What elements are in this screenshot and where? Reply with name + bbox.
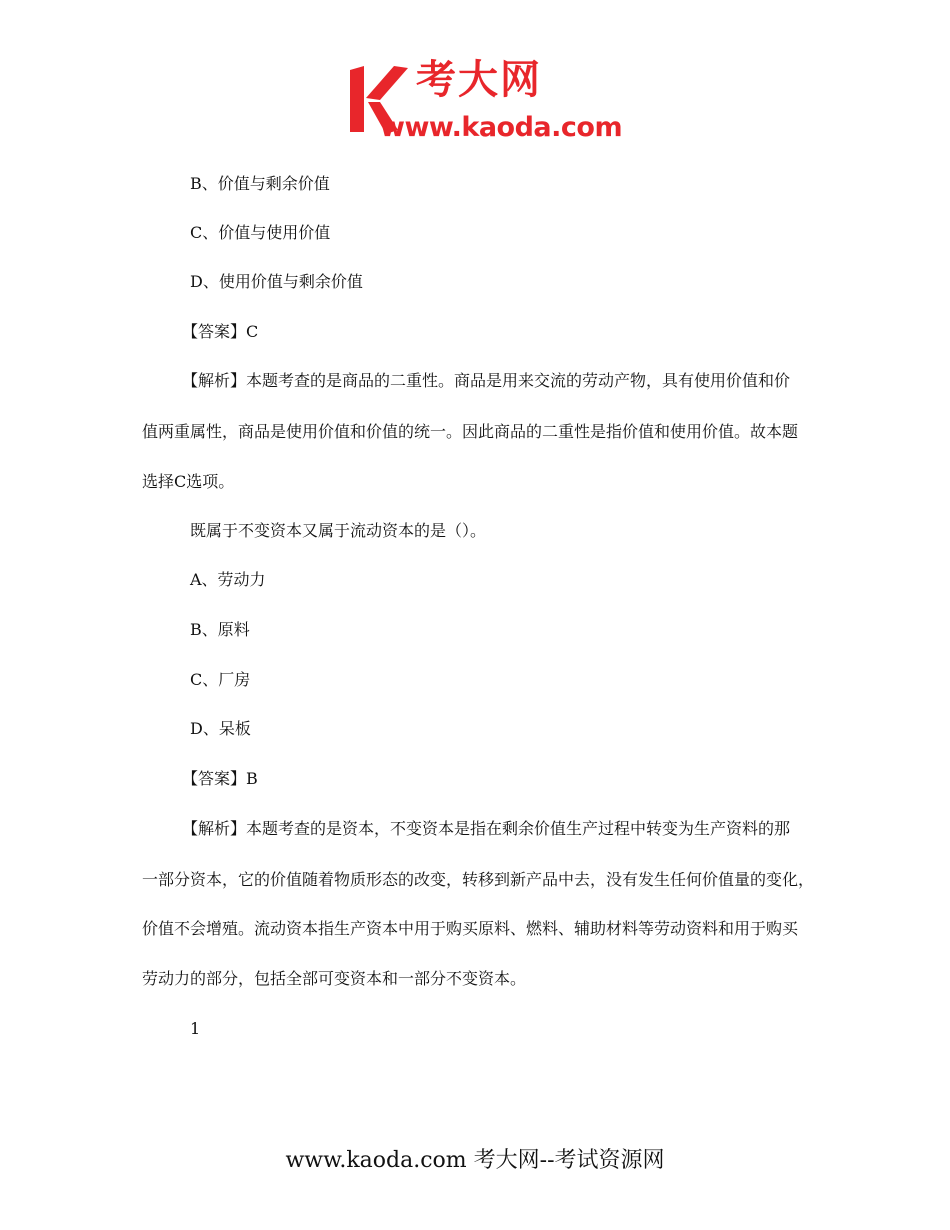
q1-analysis-line: 值两重属性，商品是使用价值和价值的统一。因此商品的二重性是指价值和使用价值。故本题 [142,422,799,441]
q1-answer: 【答案】C [182,322,259,341]
q2-analysis-line: 价值不会增殖。流动资本指生产资本中用于购买原料、燃料、辅助材料等劳动资料和用于购买 [142,919,799,938]
footer-text: www.kaoda.com 考大网--考试资源网 [285,1148,665,1173]
q1-option-b: B、价值与剩余价值 [190,174,330,193]
q2-option-c: C、厂房 [190,670,251,689]
q2-answer: 【答案】B [182,769,258,788]
kaoda-logo [346,58,666,148]
q1-analysis-line: 选择C选项。 [142,472,235,491]
q2-option-b: B、原料 [190,620,250,639]
q1-analysis-line: 【解析】本题考查的是商品的二重性。商品是用来交流的劳动产物，具有使用价值和价 [182,371,791,390]
q2-analysis-line: 一部分资本，它的价值随着物质形态的改变，转移到新产品中去，没有发生任何价值量的变化， [142,870,815,889]
q1-option-d: D、使用价值与剩余价值 [190,272,363,291]
q2-option-d: D、呆板 [190,719,251,738]
q2-analysis-line: 【解析】本题考查的是资本，不变资本是指在剩余价值生产过程中转变为生产资料的那 [182,819,791,838]
q2-question: 既属于不变资本又属于流动资本的是（）。 [190,521,487,540]
logo-url: www.kaoda.com [380,112,623,143]
q2-option-a: A、劳动力 [190,570,266,589]
q2-analysis-line: 劳动力的部分，包括全部可变资本和一部分不变资本。 [142,969,527,988]
page-number: 1 [190,1019,201,1038]
logo-chinese-name: 考大网 [416,57,542,103]
q1-option-c: C、价值与使用价值 [190,223,331,242]
